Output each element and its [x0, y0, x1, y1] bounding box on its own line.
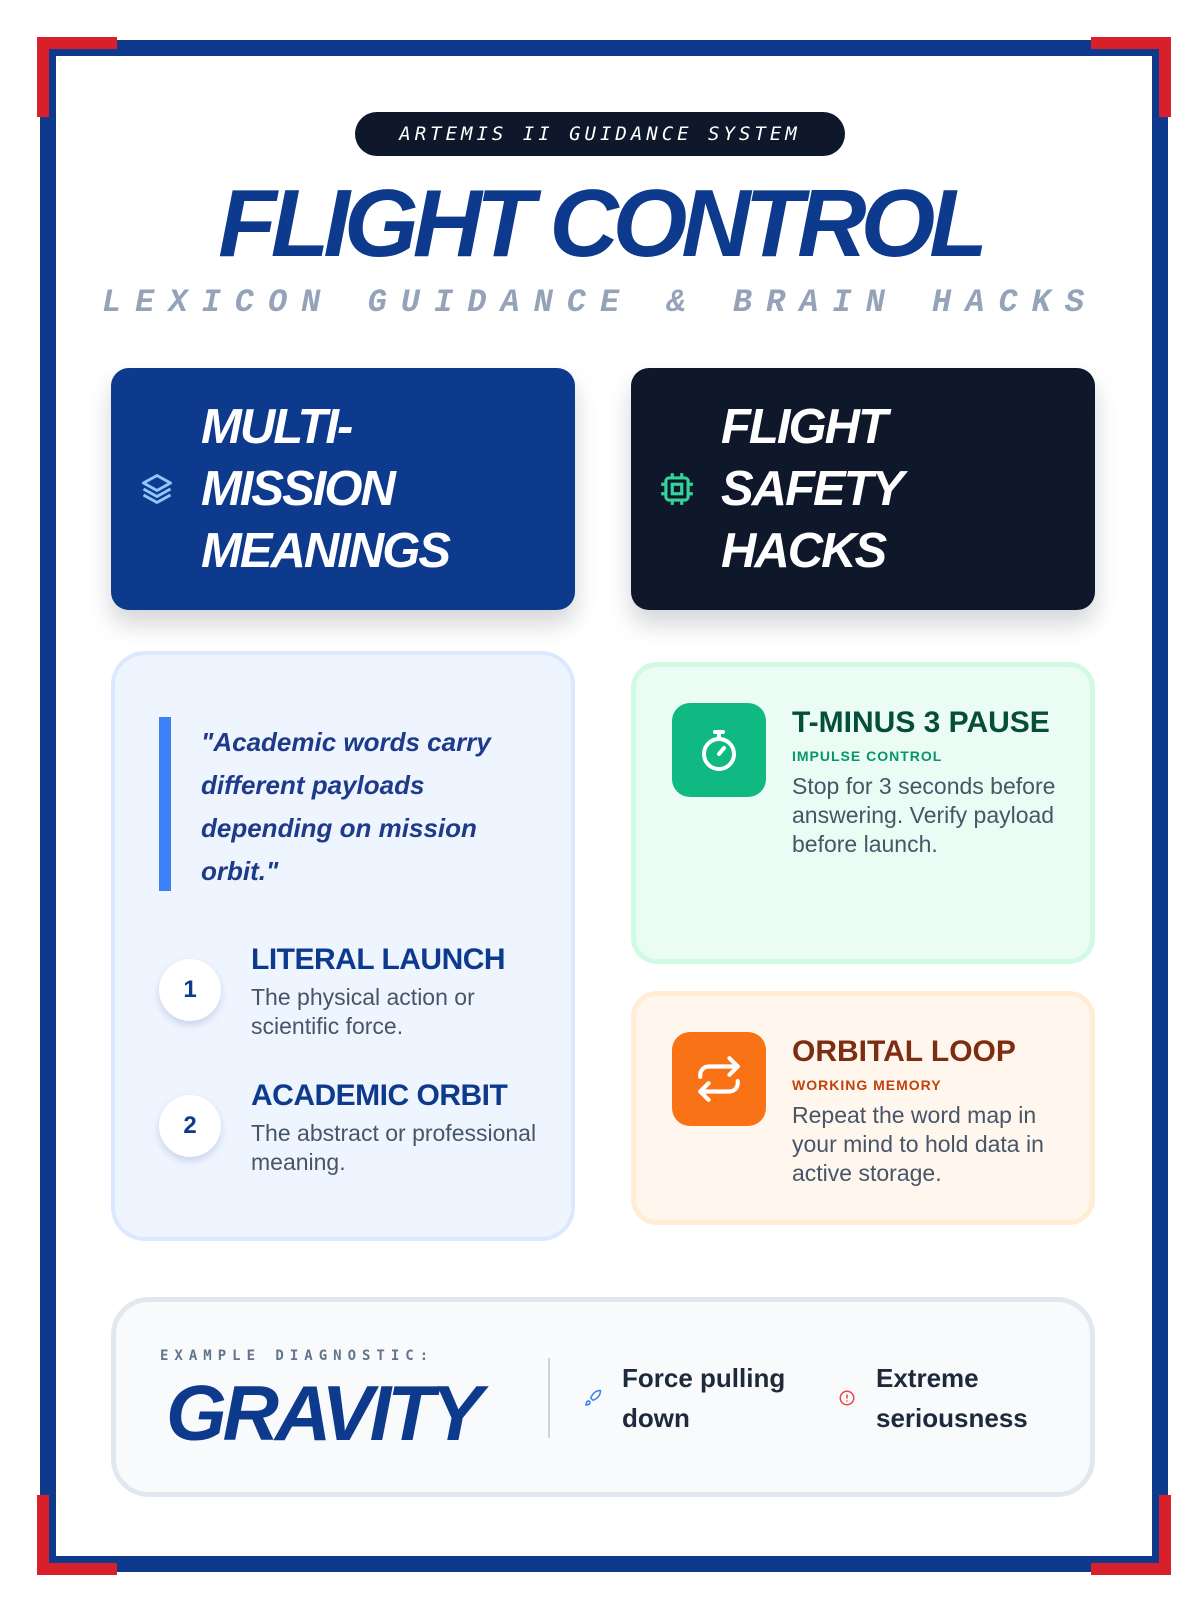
- corner-accent-bottom-left: [37, 1495, 117, 1575]
- hack-card-orbital-loop: [631, 991, 1095, 1225]
- hack-tag: WORKING MEMORY: [792, 1077, 942, 1093]
- section-header-label: FLIGHT SAFETY HACKS: [721, 400, 902, 578]
- hack-description: Repeat the word map in your mind to hold data in active storage.: [792, 1102, 1044, 1186]
- alert-circle-icon: [838, 1389, 858, 1407]
- diagnostic-meaning-text: Force pulling down: [622, 1363, 786, 1433]
- divider: [548, 1358, 550, 1438]
- header: [56, 112, 1144, 321]
- meaning-description: The physical action or scientific force.: [251, 984, 475, 1039]
- meaning-description: The abstract or professional meaning.: [251, 1120, 537, 1175]
- meanings-card: [111, 651, 575, 1241]
- cpu-chip-icon: [657, 470, 697, 508]
- hack-title: ORBITAL LOOP: [792, 1035, 1016, 1068]
- diagnostic-card: [111, 1297, 1095, 1497]
- corner-accent-bottom-right: [1091, 1495, 1171, 1575]
- repeat-icon: [672, 1032, 766, 1126]
- diagnostic-label: EXAMPLE DIAGNOSTIC:: [160, 1348, 435, 1364]
- hack-title: T-MINUS 3 PAUSE: [792, 706, 1050, 739]
- meanings-quote: "Academic words carry different payloads depending on mission orbit.": [201, 727, 491, 886]
- quote-accent-bar: [159, 717, 171, 891]
- section-header-hacks: [631, 368, 1095, 610]
- corner-accent-top-right: [1091, 37, 1171, 117]
- diagnostic-meaning: [584, 1358, 802, 1438]
- hack-tag: IMPULSE CONTROL: [792, 748, 943, 764]
- page-title: FLIGHT CONTROL: [218, 170, 982, 277]
- page-subtitle: LEXICON GUIDANCE & BRAIN HACKS: [101, 284, 1099, 321]
- diagnostic-meaning: [838, 1358, 1056, 1438]
- number-badge: 2: [159, 1095, 221, 1157]
- diagnostic-meaning-text: Extreme seriousness: [876, 1363, 1028, 1433]
- system-label-badge: ARTEMIS II GUIDANCE SYSTEM: [355, 112, 844, 156]
- hack-description: Stop for 3 seconds before answering. Verify payload before launch.: [792, 773, 1056, 857]
- section-header-meanings: [111, 368, 575, 610]
- section-header-label: MULTI-MISSION MEANINGS: [201, 400, 450, 578]
- layers-icon: [137, 471, 177, 507]
- meaning-title: ACADEMIC ORBIT: [251, 1079, 508, 1112]
- corner-accent-top-left: [37, 37, 117, 117]
- hack-card-tminus: [631, 662, 1095, 964]
- stopwatch-icon: [672, 703, 766, 797]
- number-badge: 1: [159, 959, 221, 1021]
- meaning-title: LITERAL LAUNCH: [251, 943, 506, 976]
- diagnostic-word: GRAVITY: [166, 1369, 479, 1457]
- rocket-icon: [584, 1389, 604, 1407]
